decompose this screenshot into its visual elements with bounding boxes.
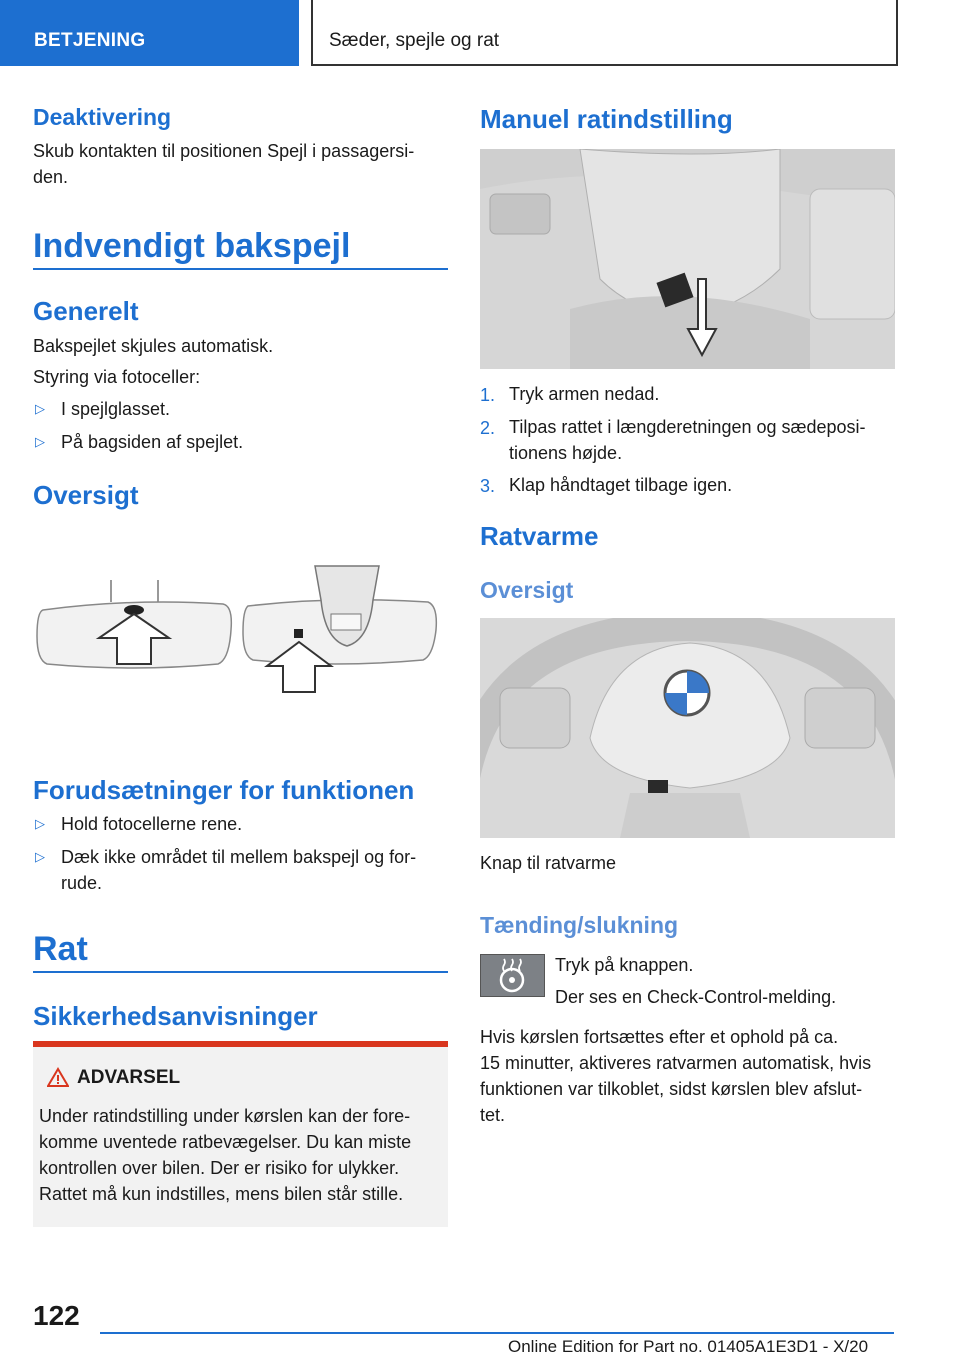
step-text: Tryk armen nedad. [509, 384, 660, 404]
paragraph-line: Hvis kørslen fortsættes efter et ophold på ca. [480, 1027, 839, 1047]
ratvarme-caption: Knap til ratvarme [480, 853, 617, 873]
warning-line: komme uventede ratbevægelser. Du kan miste [39, 1132, 412, 1152]
warning-text [39, 1103, 441, 1207]
ratvarme-oversigt-heading: Oversigt [480, 577, 574, 603]
bullet-triangle-icon: ▷ [35, 434, 45, 449]
bullet-triangle-icon: ▷ [35, 816, 45, 831]
step-text-continued: tionens højde. [509, 443, 623, 463]
deaktivering-text-2: den. [33, 167, 69, 187]
section-label: BETJENING [34, 30, 146, 51]
styring-text: Styring via fotoceller: [33, 367, 201, 387]
page-number: 122 [33, 1300, 80, 1331]
oversigt-heading: Oversigt [33, 480, 139, 510]
forudsaetninger-heading: Forudsætninger for funktionen [33, 775, 415, 805]
mirror-illustration [33, 530, 448, 750]
rat-heading: Rat [33, 930, 88, 968]
step-text: Tilpas rattet i længderetningen og sædeposi‐ [509, 417, 866, 437]
deaktivering-heading: Deaktivering [33, 104, 172, 130]
step-text: Klap håndtaget tilbage igen. [509, 475, 733, 495]
bullet-item: Hold fotocellerne rene. [61, 814, 243, 834]
bullet-item: I spejlglasset. [61, 399, 171, 419]
section-rule [33, 971, 448, 973]
taending-heading: Tænding/slukning [480, 912, 679, 938]
step-number: 1. [480, 385, 496, 405]
taending-text-2: Der ses en Check-Control-melding. [555, 987, 837, 1007]
ratvarme-paragraph [480, 1024, 895, 1128]
paragraph-line: tet. [480, 1105, 506, 1125]
warning-line: Under ratindstilling under kørslen kan der fore‐ [39, 1106, 411, 1126]
warning-line: Rattet må kun indstilles, mens bilen står stille. [39, 1184, 404, 1204]
generelt-heading: Generelt [33, 296, 139, 326]
warning-triangle-icon [47, 1067, 69, 1087]
chapter-box [311, 0, 898, 66]
step-number: 3. [480, 476, 496, 496]
warning-title: ADVARSEL [77, 1067, 181, 1088]
chapter-title: Sæder, spejle og rat [329, 30, 500, 51]
taending-text-1: Tryk på knappen. [555, 955, 694, 975]
indvendigt-heading: Indvendigt bakspejl [33, 227, 351, 265]
ratvarme-heading: Ratvarme [480, 521, 599, 551]
bullet-item-continued: rude. [61, 873, 103, 893]
sikkerhed-heading: Sikkerhedsanvisninger [33, 1001, 318, 1031]
steering-column-illustration [480, 149, 895, 369]
edition-text: Online Edition for Part no. 01405A1E3D1 - X/20 [508, 1337, 869, 1356]
paragraph-line: funktionen var tilkoblet, sidst kørslen blev afslut‐ [480, 1079, 863, 1099]
bullet-item: På bagsiden af spejlet. [61, 432, 244, 452]
steering-wheel-illustration [480, 618, 895, 838]
bullet-triangle-icon: ▷ [35, 401, 45, 416]
section-tab [0, 0, 299, 66]
paragraph-line: 15 minutter, aktiveres ratvarmen automatisk, hvis [480, 1053, 872, 1073]
warning-box [33, 1041, 448, 1227]
deaktivering-text-1: Skub kontakten til positionen Spejl i passagersi‐ [33, 141, 415, 161]
section-rule [33, 268, 448, 270]
manuel-heading: Manuel ratindstilling [480, 104, 733, 134]
bullet-triangle-icon: ▷ [35, 849, 45, 864]
warning-line: kontrollen over bilen. Der er risiko for ulykker. [39, 1158, 400, 1178]
step-number: 2. [480, 418, 496, 438]
bullet-item: Dæk ikke området til mellem bakspejl og for‐ [61, 847, 417, 867]
generelt-text: Bakspejlet skjules automatisk. [33, 336, 274, 356]
footer-rule [100, 1332, 894, 1334]
heated-wheel-button-icon [480, 954, 545, 997]
